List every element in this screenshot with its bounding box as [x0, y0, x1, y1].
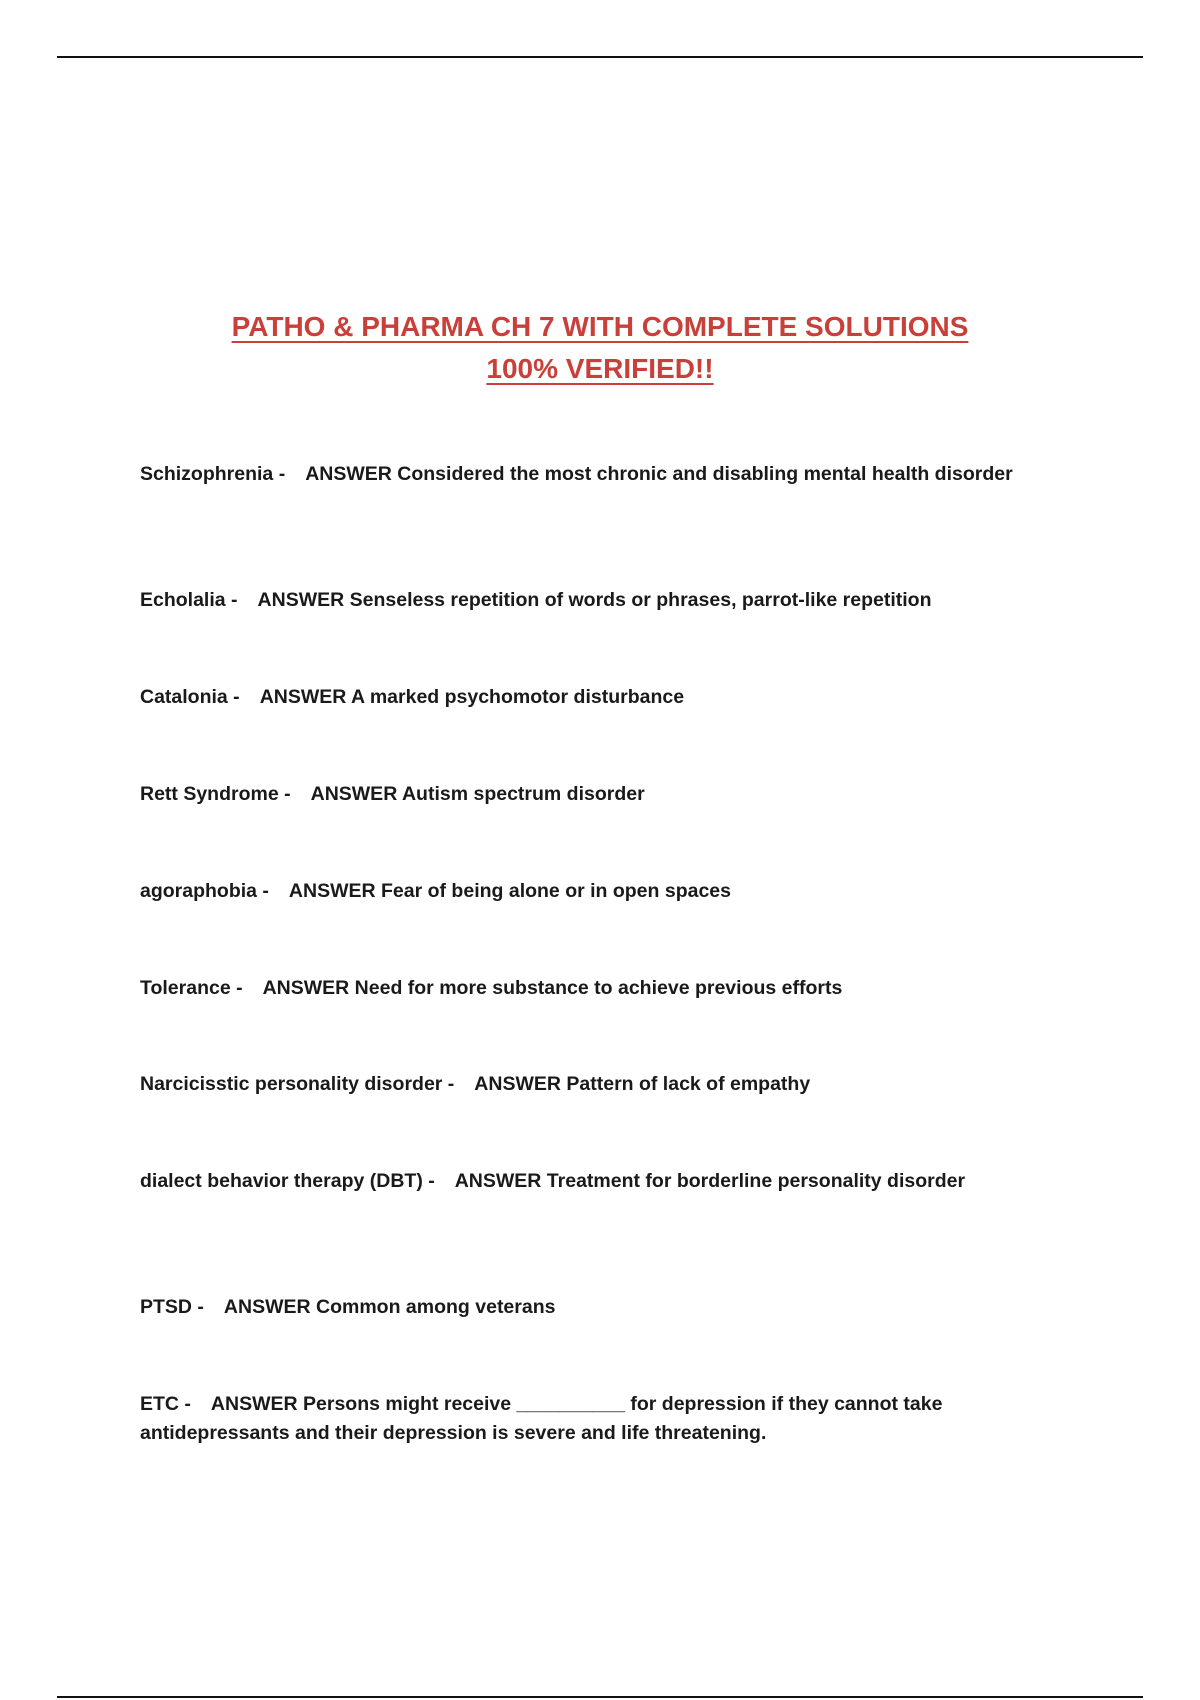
qa-answer: ANSWER Need for more substance to achieve previous efforts: [262, 977, 843, 999]
qa-term: ETC -: [140, 1393, 191, 1415]
qa-answer: ANSWER Persons might receive __________ for depression if they cannot take antidepressants and their depression is severe and life threatening.: [140, 1393, 943, 1444]
qa-item-echolalia: [140, 586, 1040, 615]
qa-term: Schizophrenia -: [140, 463, 286, 485]
bottom-rule: [57, 1696, 1143, 1698]
qa-answer: ANSWER Common among veterans: [223, 1296, 556, 1318]
qa-term: Tolerance -: [140, 977, 243, 999]
top-rule: [57, 56, 1143, 58]
qa-item-tolerance: [140, 974, 1040, 1003]
qa-answer: ANSWER Pattern of lack of empathy: [474, 1073, 811, 1095]
qa-item-schizophrenia: [140, 460, 1040, 489]
qa-item-catalonia: [140, 683, 1040, 712]
qa-answer: ANSWER Considered the most chronic and disabling mental health disorder: [305, 463, 1013, 485]
qa-term: Rett Syndrome -: [140, 783, 291, 805]
qa-term: Echolalia -: [140, 589, 238, 611]
document-title: [140, 306, 1060, 390]
qa-answer: ANSWER Autism spectrum disorder: [310, 783, 645, 805]
qa-term: PTSD -: [140, 1296, 204, 1318]
qa-term: dialect behavior therapy (DBT) -: [140, 1170, 435, 1192]
qa-answer: ANSWER Treatment for borderline personality disorder: [454, 1170, 966, 1192]
qa-answer: ANSWER Senseless repetition of words or phrases, parrot-like repetition: [257, 589, 932, 611]
qa-item-agoraphobia: [140, 877, 1040, 906]
qa-term: Catalonia -: [140, 686, 240, 708]
qa-item-etc: [140, 1390, 1040, 1448]
qa-answer: ANSWER A marked psychomotor disturbance: [259, 686, 685, 708]
qa-item-ptsd: [140, 1293, 1040, 1322]
qa-item-rett-syndrome: [140, 780, 1040, 809]
qa-term: Narcicisstic personality disorder -: [140, 1073, 455, 1095]
qa-answer: ANSWER Fear of being alone or in open spaces: [288, 880, 731, 902]
title-line-1: PATHO & PHARMA CH 7 WITH COMPLETE SOLUTIONS: [231, 311, 969, 342]
title-line-2: 100% VERIFIED!!: [486, 353, 714, 384]
qa-item-dbt: [140, 1167, 1040, 1196]
qa-item-narcissistic-personality: [140, 1070, 1040, 1099]
qa-term: agoraphobia -: [140, 880, 269, 902]
